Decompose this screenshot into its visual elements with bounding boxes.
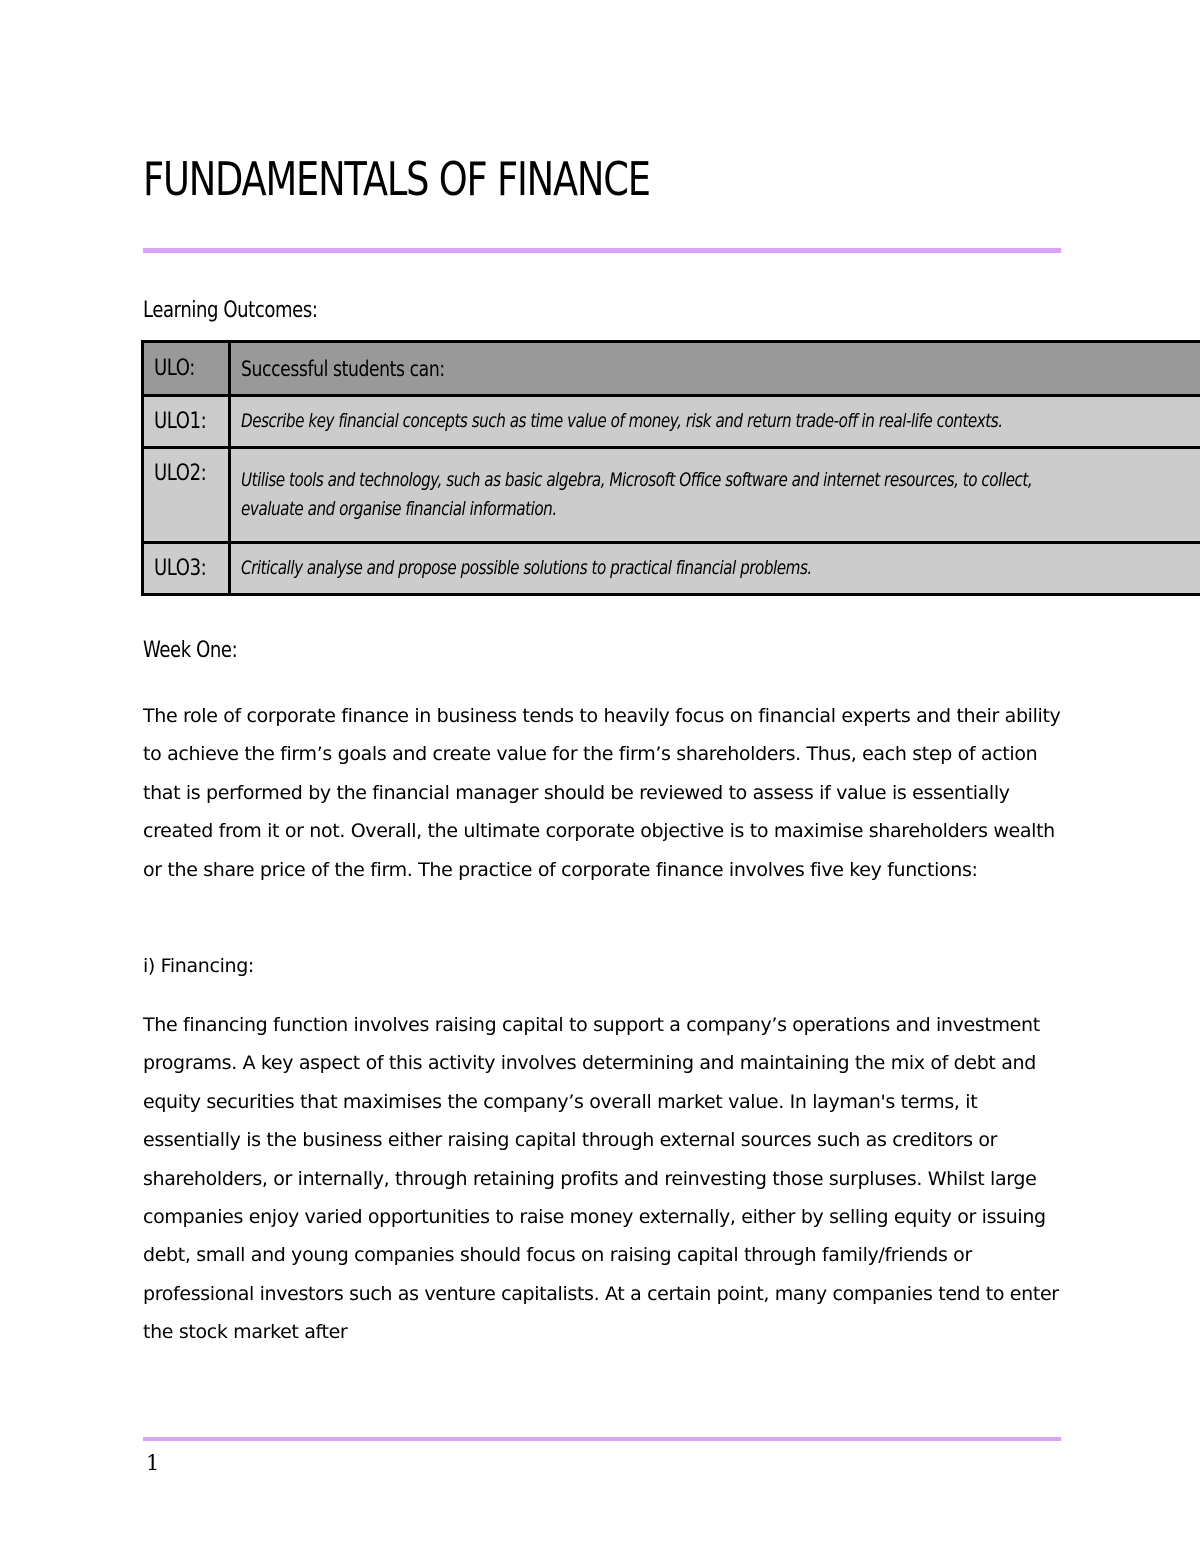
title-divider (143, 248, 1061, 253)
table-cell-description (229, 396, 1200, 448)
table-row (143, 448, 1200, 543)
table-header-cell-ulo (143, 342, 230, 396)
ulo-code: ULO1: (154, 409, 207, 434)
table-header-outcome: Successful students can: (240, 356, 445, 381)
table-cell-code (143, 396, 230, 448)
table-row (143, 543, 1200, 595)
table-cell-description (229, 543, 1200, 595)
page-number: 1 (146, 1451, 160, 1475)
document-title: FUNDAMENTALS OF FINANCE (143, 152, 650, 206)
table-header-ulo: ULO: (154, 356, 195, 381)
ulo-code: ULO2: (154, 461, 207, 486)
table-row (143, 396, 1200, 448)
financing-subheading: i) Financing: (143, 955, 254, 977)
ulo-code: ULO3: (154, 556, 207, 581)
ulo-description: Critically analyse and propose possible solutions to practical financial problems. (240, 557, 812, 579)
financing-paragraph: The financing function involves raising capital to support a company’s operations and investment programs. A key aspect of this activity involves determining and maintaining the mix of debt and equity securities that maximises the company’s overall market value. In layman's terms, it essentially is the business either raising capital through external sources such as creditors or shareholders, or internally, through retaining profits and reinvesting those surpluses. Whilst large companies enjoy varied opportunities to raise money externally, either by selling equity or issuing debt, small and young companies should focus on raising capital through family/friends or professional investors such as venture capitalists. At a certain point, many companies tend to enter the stock market after (143, 1014, 1059, 1344)
table-header-row (143, 342, 1200, 396)
table-cell-description (229, 448, 1200, 543)
week-one-heading: Week One: (143, 638, 238, 663)
learning-outcomes-table (141, 340, 1200, 596)
footer-divider (143, 1437, 1061, 1441)
learning-outcomes-heading: Learning Outcomes: (143, 298, 318, 323)
ulo-description: Describe key financial concepts such as time value of money, risk and return trade-off in real-life contexts. (240, 410, 1003, 432)
table-cell-code (143, 543, 230, 595)
table-cell-code (143, 448, 230, 543)
intro-paragraph: The role of corporate finance in business tends to heavily focus on financial experts and their ability to achieve the firm’s goals and create value for the firm’s shareholders. Thus, each step of action that is performed by the financial manager should be reviewed to assess if value is essentially created from it or not. Overall, the ultimate corporate objective is to maximise shareholders wealth or the share price of the firm. The practice of corporate finance involves five key functions: (143, 705, 1061, 881)
ulo-description: Utilise tools and technology, such as basic algebra, Microsoft Office software and internet resources, to collect, evaluate and organise financial information. (240, 469, 1032, 520)
table-header-cell-outcome (229, 342, 1200, 396)
